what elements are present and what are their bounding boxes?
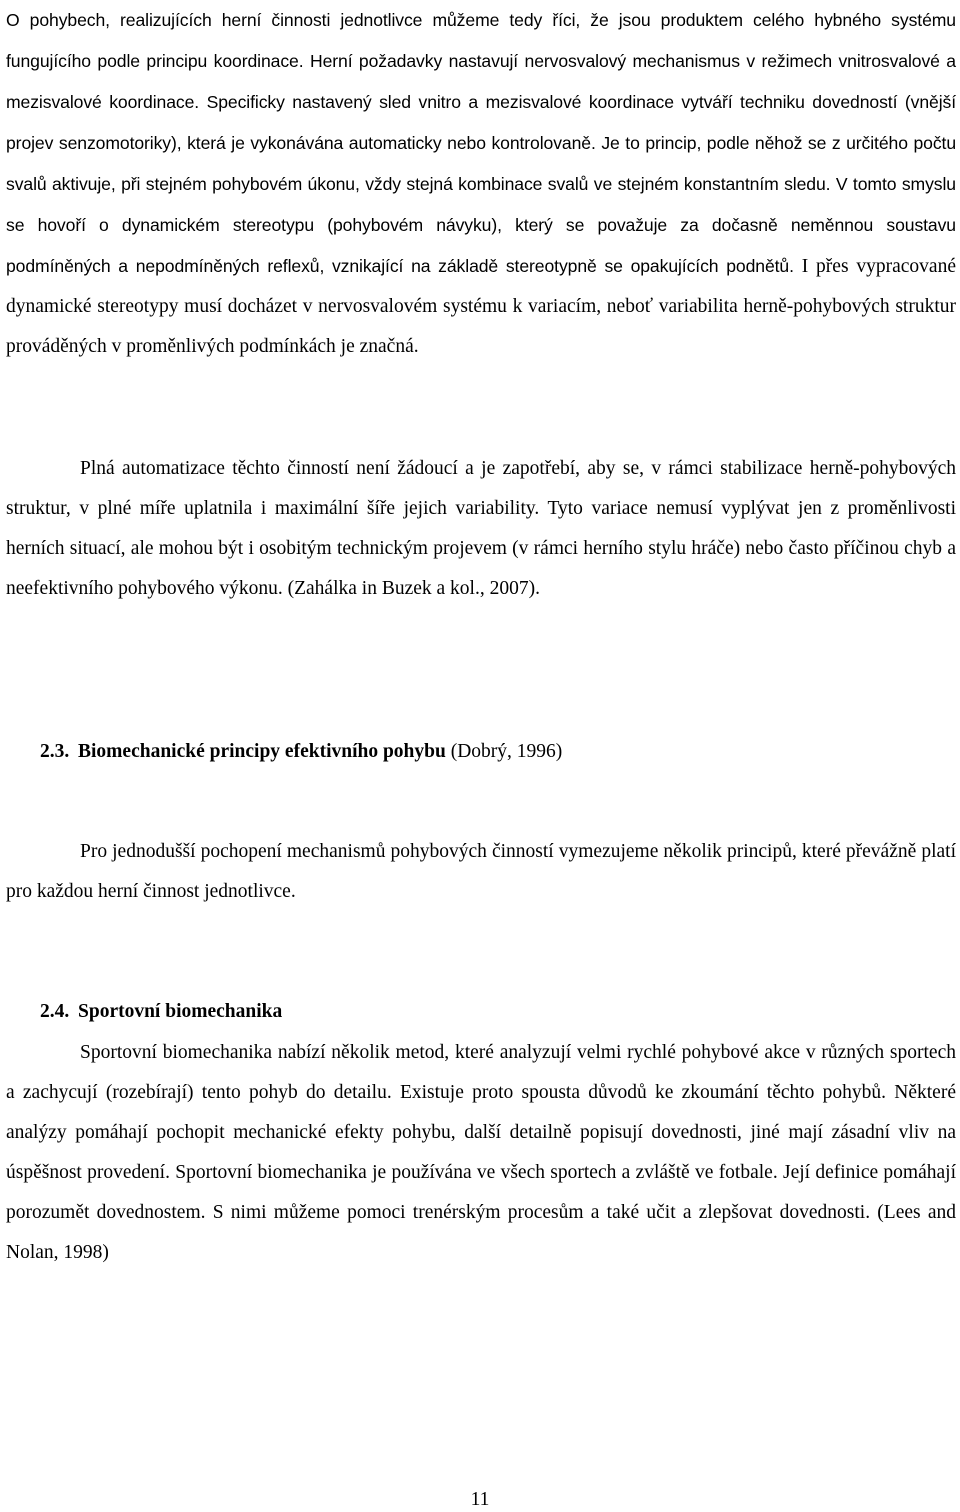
paragraph-sports-biomechanics: Sportovní biomechanika nabízí několik metod, které analyzují velmi rychlé pohybové akce v různých sportech a zachycují (rozebírají) tento pohyb do detailu. Existuje proto spousta důvodů ke zkoumání těchto pohybů. Některé analýzy pomáhají pochopit mechanické efekty pohybu, další detailně popisují dovednosti, jiné mají zásadní vliv na úspěšnost provedení. Sportovní biomechanika je používána ve všech sportech a zvláště ve fotbale. Její definice pomáhají porozumět dovednostem. S nimi můžeme pomoci trenérským procesům a také učit a zlepšovat dovednosti. (Lees and Nolan, 1998) bbox=[6, 1042, 956, 1263]
paragraph-coordination-part-a: O pohybech, realizujících herní činnosti jednotlivce můžeme tedy říci, že jsou produktem celého hybného systému fungujícího podle principu koordinace. Herní požadavky nastavují nervosvalový mechanismus v režimech vnitrosvalové a mezisvalové koordinace. Specificky nastavený sled vnitro a mezisvalové koordinace vytváří techniku dovedností (vnější projev senzomotoriky), která je vykonávána automaticky nebo kontrolovaně. Je to princip, podle něhož se z určitého počtu svalů aktivuje, při stejném pohybovém úkonu, vždy stejná kombinace svalů ve stejném konstantním sledu. V tomto smyslu se hovoří o dynamickém stereotypu (pohybovém návyku), který se považuje za dočasně neměnnou soustavu podmíněných a nepodmíněných reflexů, vznikající na základě stereotypně se opakujících podnětů. bbox=[6, 10, 956, 276]
page-number: 11 bbox=[470, 1489, 490, 1510]
section-number: 2.4. bbox=[40, 1001, 70, 1022]
section-title: Biomechanické principy efektivního pohybu bbox=[78, 741, 446, 762]
section-title: Sportovní biomechanika bbox=[78, 1001, 283, 1022]
paragraph-coordination-part-b: I přes vypracované dynamické stereotypy musí docházet v nervosvalovém systému k variacím, neboť variabilita herně-pohybových struktur prováděných v proměnlivých podmínkách je značná. bbox=[6, 256, 956, 357]
section-citation: (Dobrý, 1996) bbox=[445, 741, 563, 762]
section-heading-2-3 bbox=[40, 740, 562, 764]
section-heading-2-4 bbox=[40, 1000, 282, 1024]
paragraph-principles: Pro jednodušší pochopení mechanismů pohybových činností vymezujeme několik principů, které převážně platí pro každou herní činnost jednotlivce. bbox=[6, 841, 956, 902]
paragraph-coordination bbox=[6, 0, 956, 367]
section-number: 2.3. bbox=[40, 741, 70, 762]
paragraph-automation: Plná automatizace těchto činností není žádoucí a je zapotřebí, aby se, v rámci stabilizace herně-pohybových struktur, v plné míře uplatnila i maximální šíře jejich variability. Tyto variace nemusí vyplývat jen z proměnlivosti herních situací, ale mohou být i osobitým technickým projevem (v rámci herního stylu hráče) nebo často příčinou chyb a neefektivního pohybového výkonu. (Zahálka in Buzek a kol., 2007). bbox=[6, 458, 956, 599]
